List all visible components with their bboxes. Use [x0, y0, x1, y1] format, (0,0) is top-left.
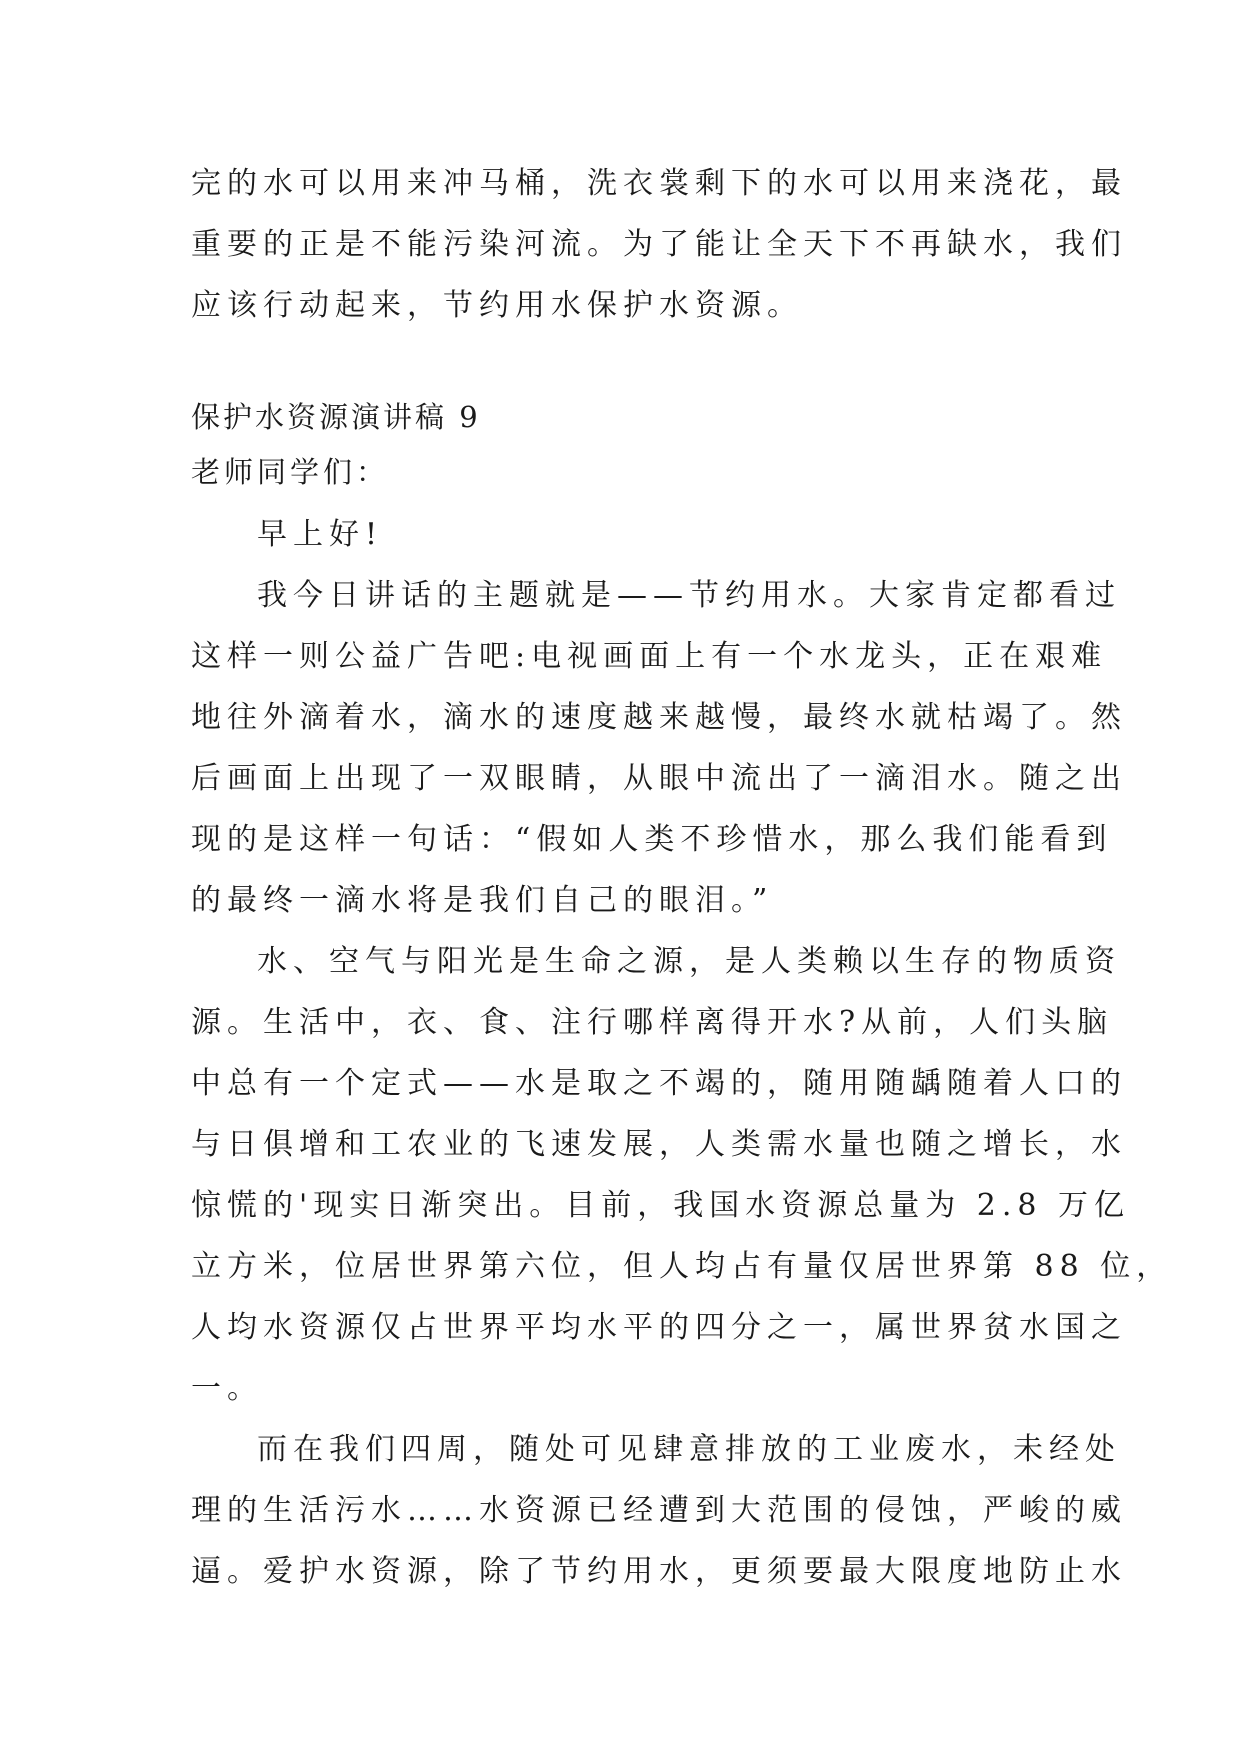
paragraph-2 [191, 931, 1173, 1419]
paragraph-3-line-2: 理的生活污水……水资源已经遭到大范围的侵蚀，严峻的威 [191, 1493, 1127, 1528]
intro-paragraph [191, 153, 1127, 336]
paragraph-2-line-8: 一。 [191, 1371, 263, 1406]
intro-line-3: 应该行动起来，节约用水保护水资源。 [191, 288, 803, 323]
paragraph-1-line-2: 这样一则公益广告吧:电视画面上有一个水龙头，正在艰难 [191, 639, 1108, 674]
paragraph-2-line-1: 水、空气与阳光是生命之源，是人类赖以生存的物质资 [257, 944, 1121, 979]
paragraph-2-line-6: 立方米，位居世界第六位，但人均占有量仅居世界第 88 位， [191, 1249, 1173, 1284]
speech-body [191, 505, 1173, 1602]
intro-line-2: 重要的正是不能污染河流。为了能让全天下不再缺水，我们 [191, 227, 1127, 262]
paragraph-2-line-5: 惊慌的'现实日渐突出。目前，我国水资源总量为 2.8 万亿 [191, 1188, 1131, 1223]
greeting: 早上好! [257, 517, 384, 552]
paragraph-1-line-3: 地往外滴着水，滴水的速度越来越慢，最终水就枯竭了。然 [191, 700, 1127, 735]
paragraph-3 [191, 1419, 1127, 1602]
paragraph-2-line-7: 人均水资源仅占世界平均水平的四分之一，属世界贫水国之 [191, 1310, 1127, 1345]
paragraph-2-line-3: 中总有一个定式——水是取之不竭的，随用随龋随着人口的 [191, 1066, 1127, 1101]
paragraph-3-line-3: 逼。爱护水资源，除了节约用水，更须要最大限度地防止水 [191, 1554, 1127, 1589]
paragraph-3-line-1: 而在我们四周，随处可见肆意排放的工业废水，未经处 [257, 1432, 1121, 1467]
paragraph-1-line-4: 后画面上出现了一双眼睛，从眼中流出了一滴泪水。随之出 [191, 761, 1127, 796]
paragraph-1-line-5: 现的是这样一句话：“假如人类不珍惜水，那么我们能看到 [191, 822, 1113, 857]
paragraph-2-line-2: 源。生活中，衣、食、注行哪样离得开水?从前，人们头脑 [191, 1005, 1114, 1040]
section-title: 保护水资源演讲稿 9 [191, 400, 481, 434]
paragraph-2-line-4: 与日俱增和工农业的飞速发展，人类需水量也随之增长，水 [191, 1127, 1127, 1162]
intro-line-1: 完的水可以用来冲马桶，洗衣裳剩下的水可以用来浇花，最 [191, 166, 1127, 201]
salutation: 老师同学们： [191, 455, 390, 489]
section-heading [191, 390, 1061, 500]
paragraph-1-line-6: 的最终一滴水将是我们自己的眼泪。” [191, 883, 774, 918]
paragraph-1 [191, 565, 1127, 931]
paragraph-1-line-1: 我今日讲话的主题就是——节约用水。大家肯定都看过 [257, 578, 1121, 613]
